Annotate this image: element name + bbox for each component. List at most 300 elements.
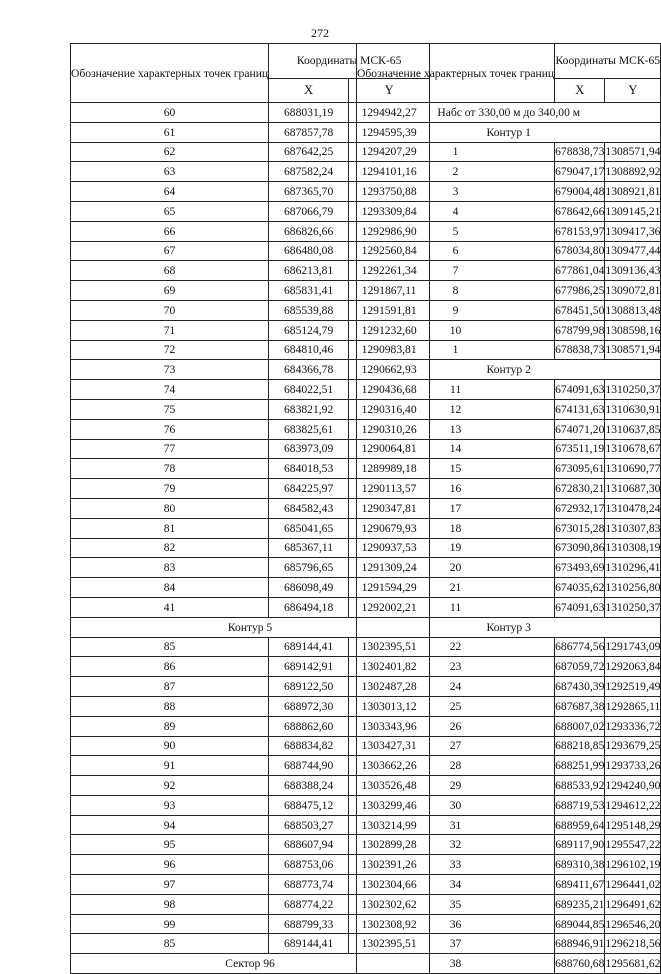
coord-y: 1302302,62 [349,894,430,914]
point-id: 80 [71,498,269,518]
table-row [357,221,661,241]
coord-x: 679004,48 [555,182,605,202]
header-x: X [269,78,349,102]
coord-y: 1310307,83 [605,518,661,538]
point-id: 77 [71,439,269,459]
point-id: 7 [357,261,555,281]
section-title: Набс от 330,00 м до 340,00 м [357,103,661,123]
point-id: 8 [357,281,555,301]
coord-y: 1302395,51 [349,637,430,657]
coord-y: 1291232,60 [349,320,430,340]
coord-y: 1294595,39 [349,122,430,142]
coord-x: 687642,25 [269,142,349,162]
coord-y: 1290662,93 [349,360,430,380]
coord-x: 678451,50 [555,300,605,320]
coord-y: 1302487,28 [349,677,430,697]
table-row [357,459,661,479]
coord-x: 673511,19 [555,439,605,459]
coord-x: 684366,78 [269,360,349,380]
coord-x: 686774,56 [555,637,605,657]
header-y: Y [349,78,430,102]
table-body-right [357,103,661,974]
point-id: 1 [357,142,555,162]
coord-x: 688774,22 [269,894,349,914]
point-id: 6 [357,241,555,261]
header-coordinates: Координаты МСК-65 [555,44,661,79]
point-id: 4 [357,201,555,221]
coord-x: 688719,53 [555,795,605,815]
table-row [357,518,661,538]
coord-y: 1310308,19 [605,538,661,558]
table-row [357,835,661,855]
coord-y: 1303662,26 [349,756,430,776]
page-number: 272 [311,26,329,40]
point-id: 95 [71,835,269,855]
coord-x: 678799,98 [555,320,605,340]
point-id: 11 [357,380,555,400]
coord-y: 1310687,30 [605,479,661,499]
coord-y: 1309417,36 [605,221,661,241]
point-id: 31 [357,815,555,835]
coord-x: 685124,79 [269,320,349,340]
point-id: 30 [357,795,555,815]
coord-x: 686826,66 [269,221,349,241]
coord-x: 688388,24 [269,776,349,796]
table-row [357,736,661,756]
point-id: 17 [357,498,555,518]
coord-x: 673095,61 [555,459,605,479]
section-title: Сектор 96 [71,954,430,974]
coord-y: 1302304,66 [349,875,430,895]
point-id: 65 [71,201,269,221]
coord-y: 1292063,84 [605,657,661,677]
coord-x: 674035,62 [555,578,605,598]
table-row [357,162,661,182]
point-id: 5 [357,221,555,241]
coord-x: 683825,61 [269,419,349,439]
point-id: 93 [71,795,269,815]
coord-y: 1295547,22 [605,835,661,855]
coord-x: 678838,73 [555,340,605,360]
coord-x: 684018,53 [269,459,349,479]
table-row [357,419,661,439]
coord-x: 687430,39 [555,677,605,697]
point-id: 69 [71,281,269,301]
coord-x: 678034,80 [555,241,605,261]
point-id: 15 [357,459,555,479]
coord-y: 1303343,96 [349,716,430,736]
coord-x: 687365,70 [269,182,349,202]
coord-y: 1302391,26 [349,855,430,875]
coord-x: 684810,46 [269,340,349,360]
point-id: 62 [71,142,269,162]
coord-x: 678153,97 [555,221,605,241]
section-title: Контур 2 [357,360,661,380]
coord-x: 689117,90 [555,835,605,855]
coord-x: 688834,82 [269,736,349,756]
coord-x: 684582,43 [269,498,349,518]
table-row [357,855,661,875]
table-row [357,201,661,221]
point-id: 36 [357,914,555,934]
coord-y: 1296491,62 [605,894,661,914]
section-row [357,103,661,123]
point-id: 23 [357,657,555,677]
coord-x: 689142,91 [269,657,349,677]
point-id: 26 [357,716,555,736]
coord-x: 678838,73 [555,142,605,162]
coord-x: 673015,28 [555,518,605,538]
coord-x: 687059,72 [555,657,605,677]
section-title: Контур 1 [357,122,661,142]
coord-y: 1303526,48 [349,776,430,796]
table-row [357,479,661,499]
coord-x: 683821,92 [269,399,349,419]
coord-x: 688218,85 [555,736,605,756]
section-title: Контур 5 [71,617,430,637]
coord-y: 1290347,81 [349,498,430,518]
point-id: 71 [71,320,269,340]
point-id: 27 [357,736,555,756]
coord-y: 1290679,93 [349,518,430,538]
coord-x: 686494,18 [269,597,349,617]
coord-x: 688007,02 [555,716,605,736]
coord-x: 688753,06 [269,855,349,875]
point-id: 90 [71,736,269,756]
table-row [357,439,661,459]
coord-y: 1292986,90 [349,221,430,241]
coord-x: 687857,78 [269,122,349,142]
point-id: 73 [71,360,269,380]
coord-y: 1293309,84 [349,201,430,221]
table-row [357,261,661,281]
coord-x: 688607,94 [269,835,349,855]
point-id: 87 [71,677,269,697]
point-id: 19 [357,538,555,558]
coord-y: 1293750,88 [349,182,430,202]
point-id: 94 [71,815,269,835]
table-row [357,894,661,914]
coord-y: 1291867,11 [349,281,430,301]
point-id: 21 [357,578,555,598]
coord-x: 684225,97 [269,479,349,499]
coord-y: 1296441,02 [605,875,661,895]
coord-x: 689235,21 [555,894,605,914]
table-row [357,756,661,776]
coord-y: 1310630,91 [605,399,661,419]
table-row [357,281,661,301]
header-coordinates: Координаты МСК-65 [269,44,430,79]
coord-y: 1291743,09 [605,637,661,657]
point-id: 75 [71,399,269,419]
coord-x: 674071,20 [555,419,605,439]
coord-x: 673493,69 [555,558,605,578]
coord-y: 1291591,81 [349,300,430,320]
coord-x: 677861,04 [555,261,605,281]
coord-y: 1294240,90 [605,776,661,796]
coord-x: 678642,66 [555,201,605,221]
point-id: 1 [357,340,555,360]
point-id: 63 [71,162,269,182]
point-id: 84 [71,578,269,598]
coord-y: 1290064,81 [349,439,430,459]
point-id: 9 [357,300,555,320]
coord-y: 1294207,29 [349,142,430,162]
coord-y: 1302401,82 [349,657,430,677]
section-row [357,617,661,637]
header-y: Y [605,78,661,102]
point-id: 33 [357,855,555,875]
coord-y: 1310250,37 [605,380,661,400]
coord-y: 1302308,92 [349,914,430,934]
point-id: 76 [71,419,269,439]
coord-y: 1308571,94 [605,142,661,162]
point-id: 3 [357,182,555,202]
coord-y: 1291594,29 [349,578,430,598]
point-id: 2 [357,162,555,182]
point-id: 24 [357,677,555,697]
coord-x: 688959,64 [555,815,605,835]
coord-x: 685367,11 [269,538,349,558]
point-id: 81 [71,518,269,538]
table-row [357,380,661,400]
point-id: 20 [357,558,555,578]
coord-y: 1310250,37 [605,597,661,617]
table-row [357,182,661,202]
coord-y: 1292002,21 [349,597,430,617]
coordinates-table-right [356,43,661,974]
point-id: 70 [71,300,269,320]
point-id: 12 [357,399,555,419]
point-id: 96 [71,855,269,875]
point-id: 66 [71,221,269,241]
table-row [357,815,661,835]
point-id: 99 [71,914,269,934]
point-id: 18 [357,518,555,538]
table-row [357,716,661,736]
coord-y: 1310478,24 [605,498,661,518]
point-id: 88 [71,696,269,716]
table-row [357,578,661,598]
section-row [357,360,661,380]
table-row [357,241,661,261]
point-id: 37 [357,934,555,954]
coord-y: 1308571,94 [605,340,661,360]
coord-x: 683973,09 [269,439,349,459]
coord-y: 1293679,25 [605,736,661,756]
coord-y: 1296102,19 [605,855,661,875]
coord-y: 1302899,28 [349,835,430,855]
point-id: 25 [357,696,555,716]
point-id: 22 [357,637,555,657]
coord-x: 687066,79 [269,201,349,221]
coord-x: 684022,51 [269,380,349,400]
coord-y: 1303013,12 [349,696,430,716]
coord-y: 1290983,81 [349,340,430,360]
point-id: 35 [357,894,555,914]
coord-x: 685796,65 [269,558,349,578]
coord-y: 1308813,48 [605,300,661,320]
point-id: 89 [71,716,269,736]
coord-x: 685831,41 [269,281,349,301]
table-row [357,934,661,954]
point-id: 72 [71,340,269,360]
coord-x: 679047,17 [555,162,605,182]
coord-y: 1303427,31 [349,736,430,756]
table-row [357,300,661,320]
point-id: 13 [357,419,555,439]
coord-x: 686098,49 [269,578,349,598]
coord-x: 674131,63 [555,399,605,419]
coord-x: 688533,92 [555,776,605,796]
point-id: 92 [71,776,269,796]
point-id: 32 [357,835,555,855]
coord-y: 1294612,22 [605,795,661,815]
coord-x: 685041,65 [269,518,349,538]
table-row [357,954,661,974]
point-id: 14 [357,439,555,459]
coord-y: 1303299,46 [349,795,430,815]
point-id: 97 [71,875,269,895]
section-title: Контур 3 [357,617,661,637]
coord-y: 1295148,29 [605,815,661,835]
coord-y: 1302395,51 [349,934,430,954]
coord-y: 1309072,81 [605,281,661,301]
coord-x: 688760,68 [555,954,605,974]
coord-x: 689044,85 [555,914,605,934]
coord-x: 688031,19 [269,103,349,123]
coord-x: 689144,41 [269,934,349,954]
coord-y: 1308598,16 [605,320,661,340]
coord-y: 1308892,92 [605,162,661,182]
coord-x: 677986,25 [555,281,605,301]
coord-y: 1292865,11 [605,696,661,716]
coord-y: 1296546,20 [605,914,661,934]
coord-x: 688773,74 [269,875,349,895]
point-id: 10 [357,320,555,340]
coord-y: 1292560,84 [349,241,430,261]
point-id: 91 [71,756,269,776]
table-row [357,597,661,617]
header-x: X [555,78,605,102]
point-id: 16 [357,479,555,499]
coord-x: 674091,63 [555,380,605,400]
coord-y: 1309136,43 [605,261,661,281]
coord-x: 688503,27 [269,815,349,835]
coord-y: 1292519,49 [605,677,661,697]
coord-x: 687687,38 [555,696,605,716]
point-id: 61 [71,122,269,142]
coord-y: 1290113,57 [349,479,430,499]
table-row [357,914,661,934]
point-id: 74 [71,380,269,400]
point-id: 86 [71,657,269,677]
coord-x: 674091,63 [555,597,605,617]
table-row [357,558,661,578]
coord-x: 689411,67 [555,875,605,895]
coord-y: 1303214,99 [349,815,430,835]
point-id: 82 [71,538,269,558]
coord-y: 1309477,44 [605,241,661,261]
point-id: 78 [71,459,269,479]
coord-x: 688251,99 [555,756,605,776]
header-point-designation: Обозначение характерных точек границ [71,44,269,103]
coord-y: 1295681,62 [605,954,661,974]
coord-x: 686213,81 [269,261,349,281]
coord-y: 1290310,26 [349,419,430,439]
section-row [357,122,661,142]
table-row [357,657,661,677]
coord-x: 689144,41 [269,637,349,657]
point-id: 98 [71,894,269,914]
point-id: 68 [71,261,269,281]
coord-x: 688744,90 [269,756,349,776]
point-id: 60 [71,103,269,123]
table-row [357,677,661,697]
coord-y: 1310690,77 [605,459,661,479]
coord-x: 687582,24 [269,162,349,182]
coord-y: 1294942,27 [349,103,430,123]
table-row [357,795,661,815]
coord-y: 1291309,24 [349,558,430,578]
point-id: 28 [357,756,555,776]
coord-y: 1296218,56 [605,934,661,954]
coord-x: 688946,91 [555,934,605,954]
table-row [357,142,661,162]
coord-y: 1309145,21 [605,201,661,221]
point-id: 85 [71,934,269,954]
coord-x: 686480,08 [269,241,349,261]
coord-y: 1290436,68 [349,380,430,400]
coord-y: 1310678,67 [605,439,661,459]
coord-y: 1290316,40 [349,399,430,419]
table-row [357,875,661,895]
point-id: 67 [71,241,269,261]
point-id: 85 [71,637,269,657]
table-row [357,776,661,796]
table-row [357,340,661,360]
coord-y: 1310637,85 [605,419,661,439]
point-id: 34 [357,875,555,895]
coord-y: 1308921,81 [605,182,661,202]
coord-x: 672830,21 [555,479,605,499]
coord-y: 1289989,18 [349,459,430,479]
table-row [357,637,661,657]
point-id: 38 [357,954,555,974]
coord-y: 1292261,34 [349,261,430,281]
coord-x: 672932,17 [555,498,605,518]
table-row [357,498,661,518]
coord-x: 689122,50 [269,677,349,697]
coord-x: 685539,88 [269,300,349,320]
point-id: 11 [357,597,555,617]
table-row [357,399,661,419]
point-id: 29 [357,776,555,796]
coord-y: 1294101,16 [349,162,430,182]
point-id: 41 [71,597,269,617]
coord-y: 1293733,26 [605,756,661,776]
header-point-designation: Обозначение характерных точек границ [357,44,555,103]
table-row [357,320,661,340]
coord-x: 688972,30 [269,696,349,716]
coord-y: 1310256,80 [605,578,661,598]
coord-x: 688862,60 [269,716,349,736]
table-row [357,538,661,558]
point-id: 83 [71,558,269,578]
table-row [357,696,661,716]
point-id: 79 [71,479,269,499]
coord-x: 689310,38 [555,855,605,875]
